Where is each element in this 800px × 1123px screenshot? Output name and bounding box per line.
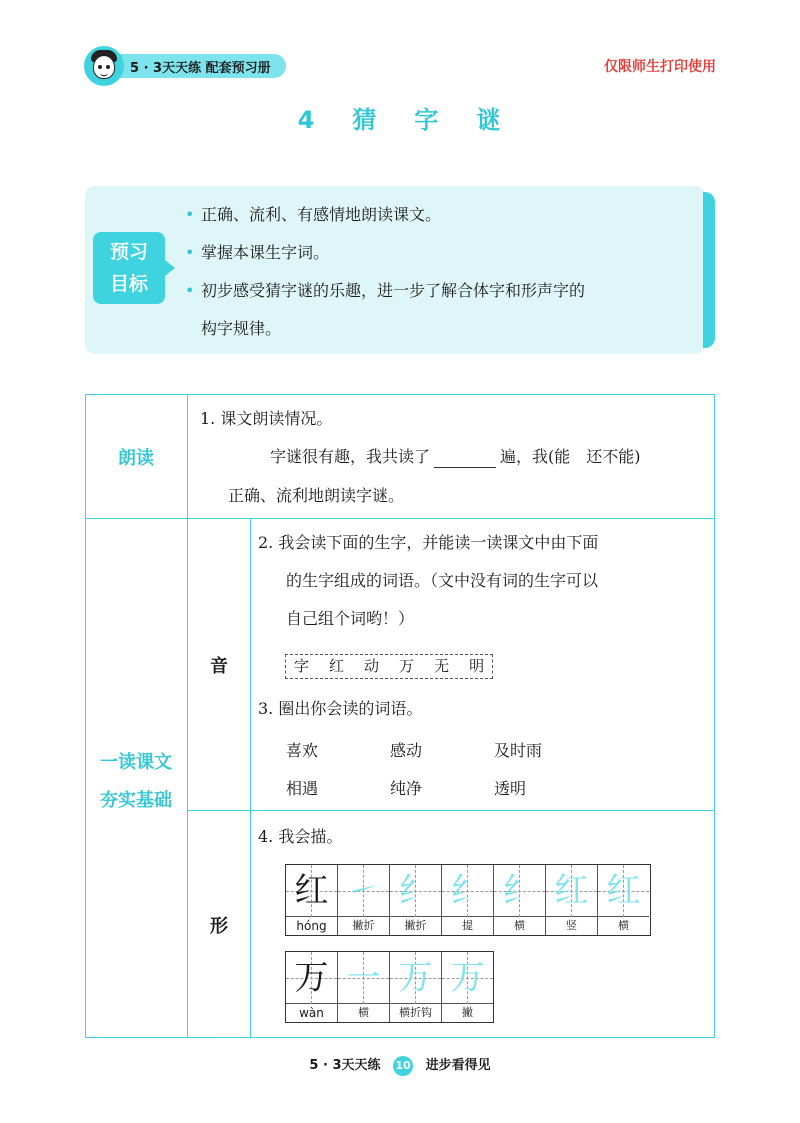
word-option[interactable]: 及时雨 [494,741,543,760]
question-2-line3: 自己组个词哟！） [286,609,415,628]
brand-label: 5 · 3天天练 配套预习册 [130,61,271,76]
divider [85,518,715,519]
reading-count-blank[interactable] [434,448,496,468]
trace-cell[interactable]: 纟 撇折 [390,865,442,935]
trace-cell[interactable]: 一 横 [338,952,390,1022]
char: 万 [399,657,415,675]
trace-cell[interactable]: 纟 横 [494,865,546,935]
trace-cell[interactable]: 万 横折钩 [390,952,442,1022]
char: 明 [469,657,485,675]
new-characters-box [285,654,493,679]
page-footer [0,1054,800,1076]
shape-label: 形 [210,916,228,937]
sound-label: 音 [210,656,228,677]
page-number: 10 [393,1056,413,1076]
char: 字 [294,657,310,675]
divider [250,518,251,1038]
trace-cell[interactable]: 纟 提 [442,865,494,935]
footer-brand: 5 · 3天天练 [309,1058,381,1073]
word-option[interactable]: 纯净 [390,779,423,798]
trace-cell[interactable]: 红 横 [598,865,650,935]
trace-cell[interactable]: 万 撇 [442,952,494,1022]
page-title: 4 猜 字 谜 [297,106,503,134]
char: 红 [329,657,345,675]
trace-cell[interactable]: ㇀ 撇折 [338,865,390,935]
brand-header [84,46,289,86]
trace-cell[interactable]: 红 竖 [546,865,598,935]
divider [187,394,188,1038]
goal-item: • 正确、流利、有感情地朗读课文。 [185,196,695,234]
question-2-line2: 的生字组成的词语。（文中没有词的生字可以 [286,571,599,590]
word-option[interactable]: 感动 [390,741,423,760]
goals-tag: 预习 目标 [93,232,165,304]
mascot-icon [84,46,124,86]
tracing-grid-hong: 红 hóng ㇀ 撇折 纟 撇折 纟 提 纟 横 红 竖 红 横 [285,864,651,936]
word-option[interactable]: 相遇 [286,779,319,798]
footer-slogan: 进步看得见 [425,1058,491,1073]
goal-item: • 初步感受猜字谜的乐趣，进一步了解合体字和形声字的 [185,272,695,310]
question-3: 3. 圈出你会读的词语。 [258,699,423,718]
word-option[interactable]: 透明 [494,779,527,798]
char: 无 [434,657,450,675]
reading-sentence: 字谜很有趣，我共读了 遍，我(能 还不能) [270,447,641,466]
preview-goals-box [85,186,715,354]
brand-pill [106,54,286,78]
question-4: 4. 我会描。 [258,827,343,846]
category-basics: 一读课文 夯实基础 [100,752,172,811]
question-2-line1: 2. 我会读下面的生字，并能读一读课文中由下面 [258,533,599,552]
word-option[interactable]: 喜欢 [286,741,319,760]
goal-item: • 掌握本课生字词。 [185,234,695,272]
goal-item-cont: 构字规律。 [201,319,282,338]
category-reading: 朗读 [118,448,154,469]
question-1: 1. 课文朗读情况。 [200,409,333,428]
divider [187,810,715,811]
char: 动 [364,657,380,675]
print-notice: 仅限师生打印使用 [604,59,716,75]
tracing-grid-wan: 万 wàn 一 横 万 横折钩 万 撇 [285,951,494,1023]
reading-sentence-end: 正确、流利地朗读字谜。 [228,486,405,505]
goals-list [185,196,695,348]
